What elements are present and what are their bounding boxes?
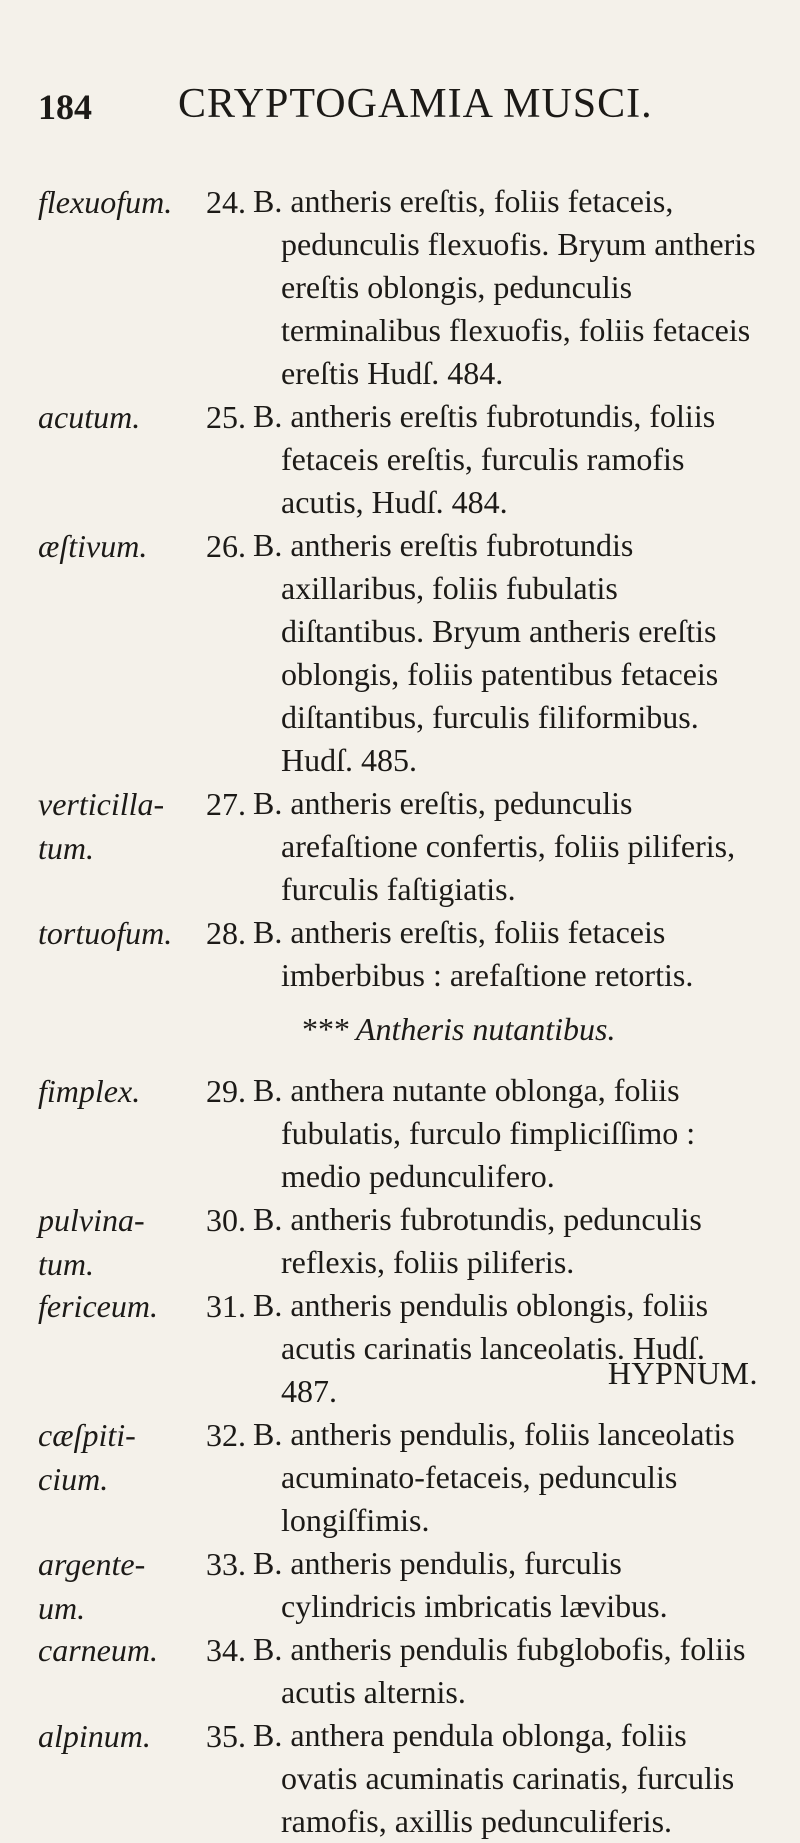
species-entry bbox=[38, 395, 758, 524]
species-number: 28. bbox=[206, 915, 246, 951]
species-name: alpinum. bbox=[38, 1718, 151, 1754]
species-description: B. antheris ereſtis, foliis fetaceis imberbibus : arefaſtione retortis. bbox=[253, 914, 694, 993]
species-description: B. antheris pendulis, foliis lanceolatis acuminato-fetaceis, pedunculis longiſfimis. bbox=[253, 1416, 735, 1538]
species-name: fericeum. bbox=[38, 1288, 158, 1324]
species-number: 24. bbox=[206, 184, 246, 220]
species-name: flexuofum. bbox=[38, 184, 173, 220]
species-list bbox=[38, 180, 758, 1843]
species-description: B. antheris fubrotundis, pedunculis reflexis, foliis piliferis. bbox=[253, 1201, 702, 1280]
species-entry bbox=[38, 1198, 758, 1284]
species-number: 33. bbox=[206, 1546, 246, 1582]
species-number: 27. bbox=[206, 786, 246, 822]
species-description: B. antheris ereſtis, pedunculis arefaſtione confertis, foliis piliferis, furculis faſtigiatis. bbox=[253, 785, 736, 907]
species-name: carneum. bbox=[38, 1632, 158, 1668]
species-number: 35. bbox=[206, 1718, 246, 1754]
species-description: B. antheris pendulis fubglobofis, foliis acutis alternis. bbox=[253, 1631, 746, 1710]
page-number: 184 bbox=[38, 87, 92, 127]
species-entry bbox=[38, 1542, 758, 1628]
species-name: pulvina- tum. bbox=[38, 1202, 145, 1282]
species-description: B. anthera nutante oblonga, foliis fubulatis, furculo fimpliciſſimo : medio pedunculifero. bbox=[253, 1072, 696, 1194]
species-number: 30. bbox=[206, 1202, 246, 1238]
catchword: HYPNUM. bbox=[607, 1355, 758, 1391]
species-number: 31. bbox=[206, 1288, 246, 1324]
species-entry bbox=[38, 180, 758, 395]
species-name: cæſpiti- cium. bbox=[38, 1417, 136, 1497]
species-entry bbox=[38, 1284, 758, 1413]
species-entry bbox=[38, 911, 758, 997]
species-description: B. anthera pendula oblonga, foliis ovatis acuminatis carinatis, furculis ramofis, axillis pedunculiferis. bbox=[253, 1717, 735, 1839]
species-description: B. antheris pendulis oblongis, foliis acutis carinatis lanceolatis. Hudſ. 487. bbox=[253, 1287, 709, 1409]
species-name: acutum. bbox=[38, 399, 141, 435]
species-entry bbox=[38, 524, 758, 782]
species-name: æſtivum. bbox=[38, 528, 148, 564]
species-description: B. antheris pendulis, furculis cylindricis imbricatis lævibus. bbox=[253, 1545, 668, 1624]
species-name: argente- um. bbox=[38, 1546, 146, 1626]
species-description: B. antheris ereſtis, foliis fetaceis, pedunculis flexuofis. Bryum antheris ereſtis oblongis, pedunculis terminalibus flexuofis, foliis fetaceis ereſtis Hudſ. 484. bbox=[253, 183, 756, 391]
species-entry bbox=[38, 782, 758, 911]
running-head: CRYPTOGAMIA MUSCI. bbox=[178, 81, 653, 127]
species-description: B. antheris ereſtis fubrotundis axillaribus, foliis fubulatis diſtantibus. Bryum antheris ereſtis oblongis, foliis patentibus fetaceis diſtantibus, furculis filiformibus. Hudſ. 485. bbox=[253, 527, 719, 778]
species-entry bbox=[38, 1628, 758, 1714]
species-name: fimplex. bbox=[38, 1073, 141, 1109]
species-number: 26. bbox=[206, 528, 246, 564]
species-entry bbox=[38, 1714, 758, 1843]
species-number: 32. bbox=[206, 1417, 246, 1453]
species-number: 29. bbox=[206, 1073, 246, 1109]
page-header bbox=[38, 80, 758, 140]
species-name: tortuofum. bbox=[38, 915, 173, 951]
species-description: B. antheris ereſtis fubrotundis, foliis fetaceis ereſtis, furculis ramofis acutis, Hudſ. 484. bbox=[253, 398, 716, 520]
section-heading: *** Antheris nutantibus. bbox=[300, 1011, 616, 1047]
species-entry bbox=[38, 1069, 758, 1198]
species-entry bbox=[38, 1413, 758, 1542]
species-number: 25. bbox=[206, 399, 246, 435]
species-number: 34. bbox=[206, 1632, 246, 1668]
species-name: verticilla- tum. bbox=[38, 786, 165, 866]
